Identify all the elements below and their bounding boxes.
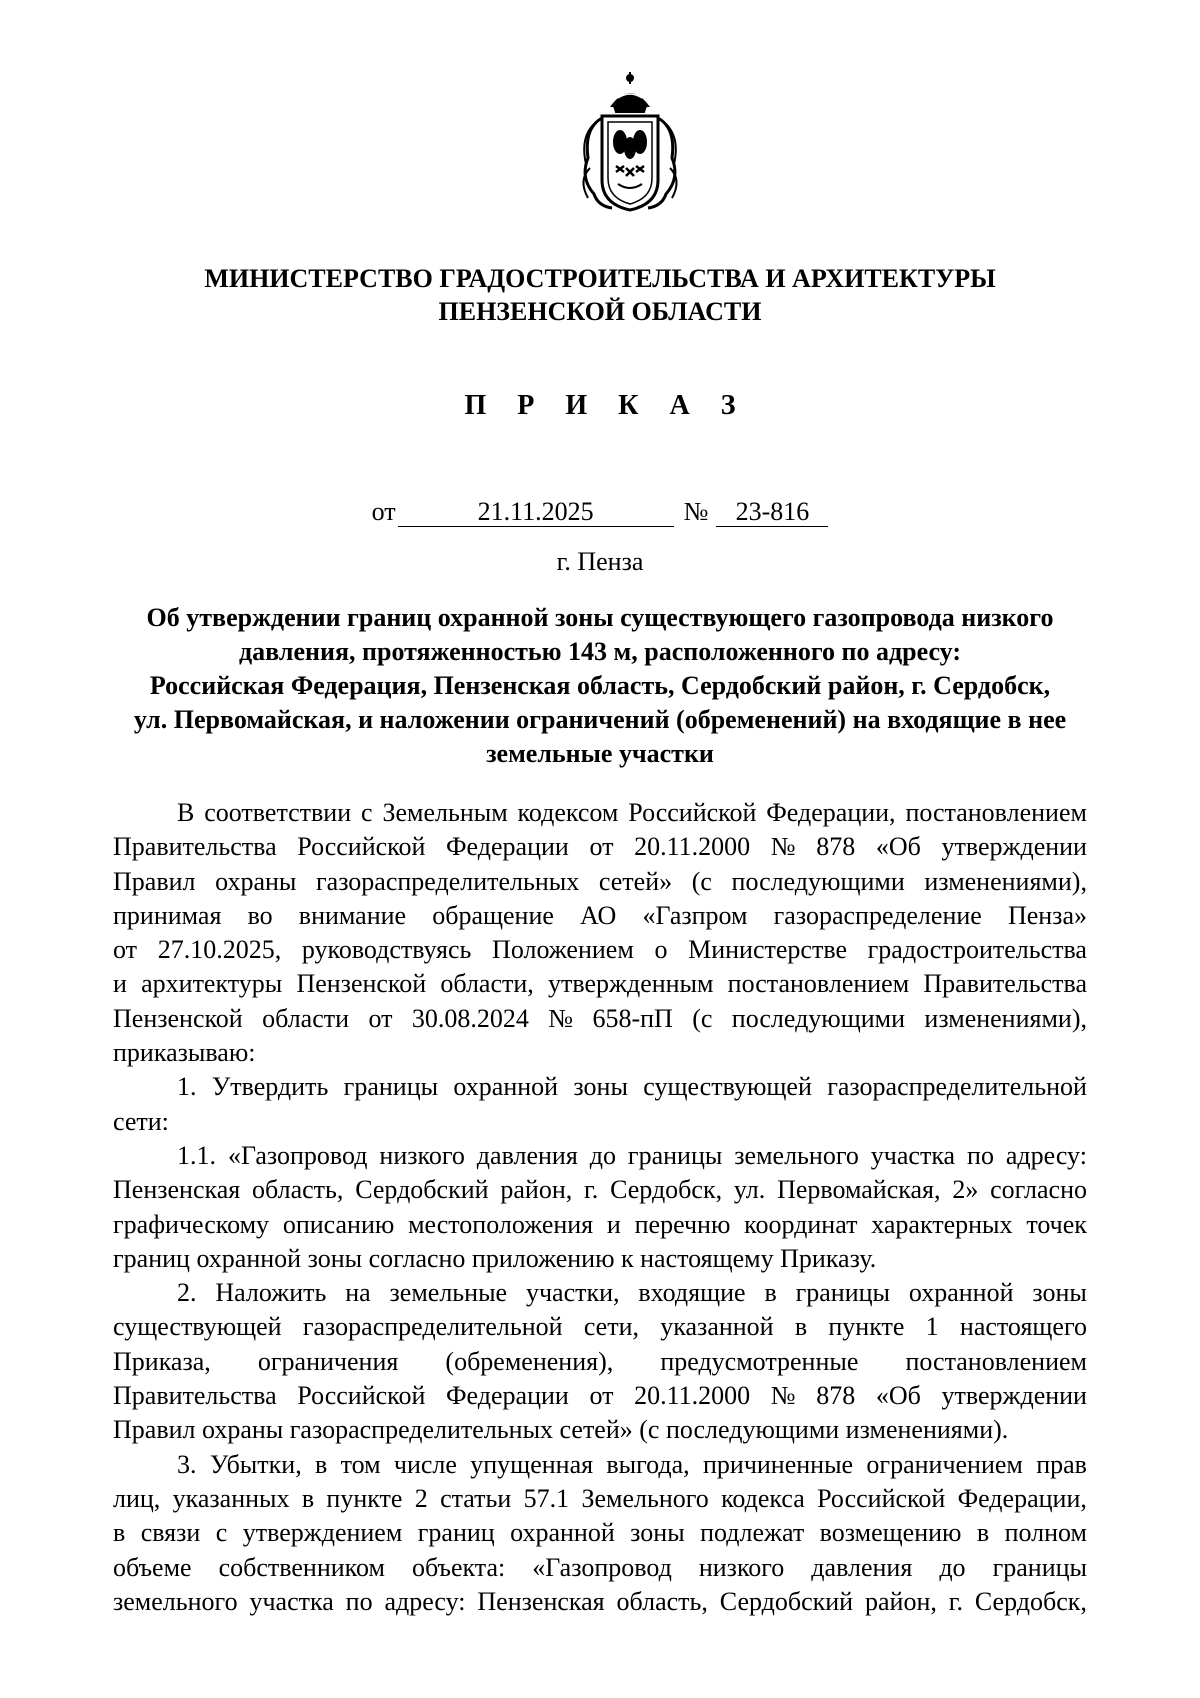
subject-line: земельные участки	[486, 739, 714, 768]
ministry-name-line-2: ПЕНЗЕНСКОЙ ОБЛАСТИ	[438, 297, 762, 326]
body-line: Пензенская область, Сердобский район, г. Сердобск, ул. Первомайская, 2» согласно	[113, 1175, 1087, 1205]
ministry-name	[100, 262, 1100, 328]
body-line: границ охранной зоны согласно приложению к настоящему Приказу.	[113, 1243, 877, 1273]
date-prefix: от	[371, 497, 396, 526]
number-prefix: №	[683, 497, 709, 526]
body-line: в связи с утверждением границ охранной зоны подлежат возмещению в полном	[113, 1518, 1087, 1548]
body-line: Правительства Российской Федерации от 20.11.2000 № 878 «Об утверждении	[113, 832, 1087, 862]
body-line: 1. Утвердить границы охранной зоны существующей газораспределительной	[177, 1072, 1087, 1102]
subject-line: давления, протяженностью 143 м, расположенного по адресу:	[239, 637, 961, 666]
body-line: Приказа, ограничения (обременения), предусмотренные постановлением	[113, 1346, 1087, 1376]
subject-line: Об утверждении границ охранной зоны существующего газопровода низкого	[146, 603, 1054, 632]
issue-city: г. Пенза	[556, 547, 644, 576]
body-line: 1.1. «Газопровод низкого давления до границы земельного участка по адресу:	[177, 1140, 1087, 1170]
body-line: Правил охраны газораспределительных сетей» (с последующими изменениями).	[113, 1415, 1009, 1445]
body-line: 2. Наложить на земельные участки, входящие в границы охранной зоны	[177, 1278, 1087, 1308]
ministry-name-line-1: МИНИСТЕРСТВО ГРАДОСТРОИТЕЛЬСТВА И АРХИТЕКТУРЫ	[204, 264, 996, 293]
body-line: земельного участка по адресу: Пензенская область, Сердобский район, г. Сердобск,	[113, 1586, 1087, 1616]
body-line: сети:	[113, 1106, 169, 1136]
subject-line: ул. Первомайская, и наложении ограничений (обременений) на входящие в нее	[133, 705, 1067, 734]
date-number-line	[100, 497, 1100, 527]
body-line: В соответствии с Земельным кодексом Российской Федерации, постановлением	[177, 798, 1087, 827]
body-line: принимая во внимание обращение АО «Газпром газораспределение Пенза»	[113, 900, 1087, 930]
body-line: лиц, указанных в пункте 2 статьи 57.1 Земельного кодекса Российской Федерации,	[113, 1483, 1087, 1513]
body-line: Правительства Российской Федерации от 20.11.2000 № 878 «Об утверждении	[113, 1381, 1087, 1411]
body-line: Пензенской области от 30.08.2024 № 658-пП (с последующими изменениями),	[113, 1003, 1087, 1033]
coat-of-arms-emblem	[572, 68, 688, 216]
body-line: объеме собственником объекта: «Газопровод низкого давления до границы	[113, 1552, 1087, 1582]
body-line: существующей газораспределительной сети, указанной в пункте 1 настоящего	[113, 1312, 1087, 1342]
subject-line: Российская Федерация, Пензенская область, Сердобский район, г. Сердобск,	[149, 671, 1051, 700]
body-line: 3. Убытки, в том числе упущенная выгода, причиненные ограничением прав	[177, 1449, 1087, 1479]
body-line: Правил охраны газораспределительных сетей» (с последующими изменениями),	[113, 866, 1087, 896]
order-date: 21.11.2025	[398, 498, 674, 527]
order-subject	[110, 601, 1090, 771]
order-number: 23-816	[716, 498, 828, 527]
document-type-title: П Р И К А З	[464, 390, 748, 421]
order-body-text	[113, 796, 1087, 1619]
body-line: приказываю:	[113, 1038, 256, 1068]
body-line: графическому описанию местоположения и перечню координат характерных точек	[113, 1209, 1087, 1239]
body-line: от 27.10.2025, руководствуясь Положением о Министерстве градостроительства	[113, 935, 1087, 965]
body-line: и архитектуры Пензенской области, утвержденным постановлением Правительства	[113, 969, 1087, 999]
